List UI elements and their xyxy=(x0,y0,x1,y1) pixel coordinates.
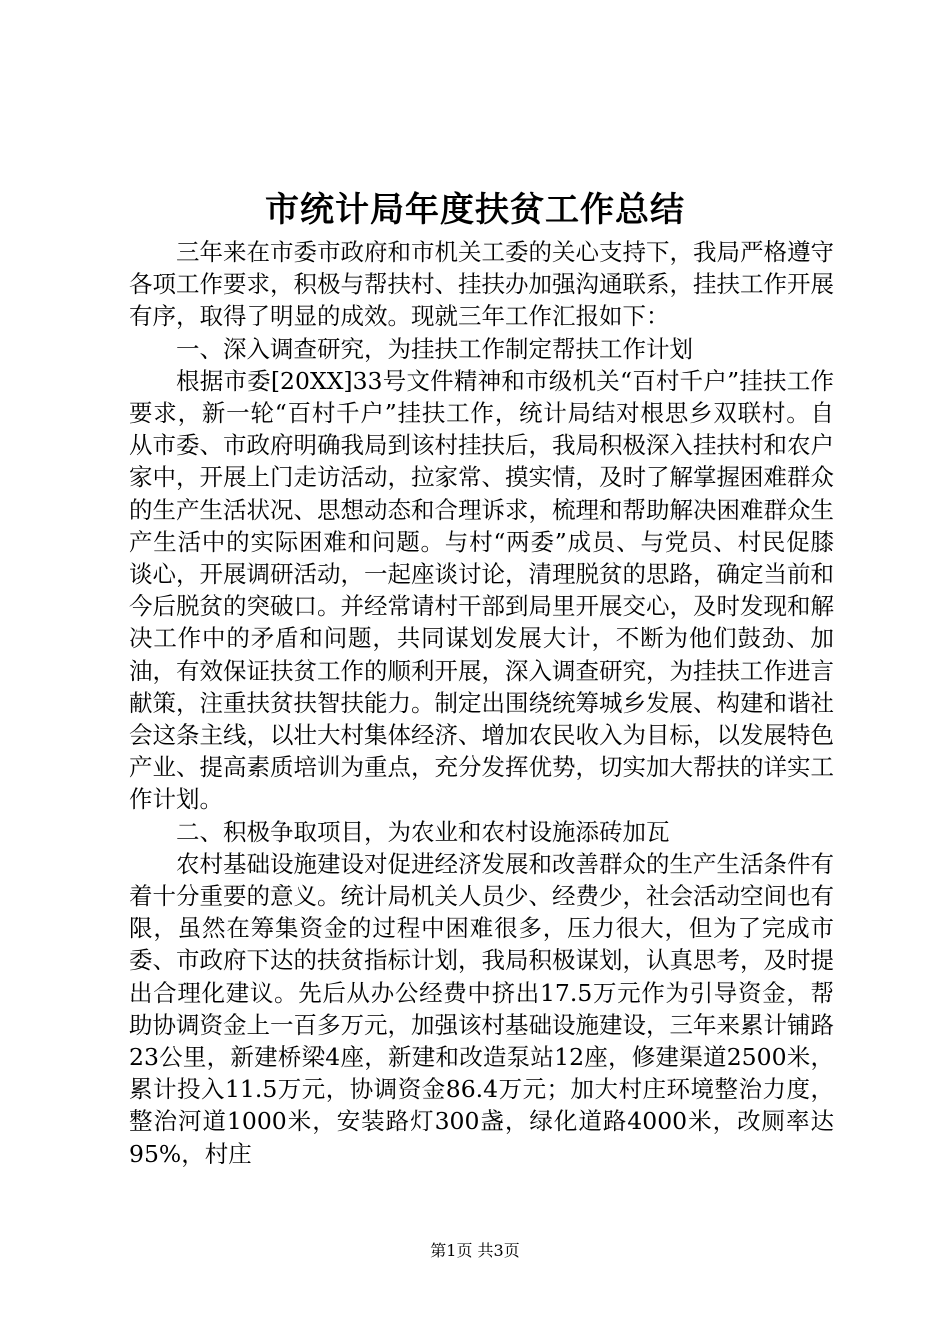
document-title: 市统计局年度扶贫工作总结 xyxy=(265,190,685,230)
intro-paragraph: 三年来在市委市政府和市机关工委的关心支持下，我局严格遵守各项工作要求，积极与帮扶村、挂扶办加强沟通联系，挂扶工作开展有序，取得了明显的成效。现就三年工作汇报如下： xyxy=(129,238,834,331)
section-heading-1: 一、深入调查研究，为挂扶工作制定帮扶工作计划 xyxy=(176,334,693,363)
section-2-paragraph: 农村基础设施建设对促进经济发展和改善群众的生产生活条件有着十分重要的意义。统计局机关人员少、经费少，社会活动空间也有限，虽然在筹集资金的过程中困难很多，压力很大，但为了完成市委、市政府下达的扶贫指标计划，我局积极谋划，认真思考，及时提出合理化建议。先后从办公经费中挤出17.5万元作为引导资金，帮助协调资金上一百多万元，加强该村基础设施建设，三年来累计铺路23公里，新建桥梁4座，新建和改造泵站12座，修建渠道2500米，累计投入11.5万元，协调资金86.4万元；加大村庄环境整治力度，整治河道1000米，安装路灯300盏，绿化道路4000米，改厕率达95%，村庄 xyxy=(129,849,834,1168)
section-heading-2: 二、积极争取项目，为农业和农村设施添砖加瓦 xyxy=(176,817,670,846)
document-body xyxy=(129,236,834,1170)
section-1-paragraph: 根据市委[20XX]33号文件精神和市级机关“百村千户”挂扶工作要求，新一轮“百村千户”挂扶工作，统计局结对根思乡双联村。自从市委、市政府明确我局到该村挂扶后，我局积极深入挂扶村和农户家中，开展上门走访活动，拉家常、摸实情，及时了解掌握困难群众的生产生活状况、思想动态和合理诉求，梳理和帮助解决困难群众生产生活中的实际困难和问题。与村“两委”成员、与党员、村民促膝谈心，开展调研活动，一起座谈讨论，清理脱贫的思路，确定当前和今后脱贫的突破口。并经常请村干部到局里开展交心，及时发现和解决工作中的矛盾和问题，共同谋划发展大计，不断为他们鼓劲、加油，有效保证扶贫工作的顺利开展，深入调查研究，为挂扶工作进言献策，注重扶贫扶智扶能力。制定出围绕统筹城乡发展、构建和谐社会这条主线，以壮大村集体经济、增加农民收入为目标，以发展特色产业、提高素质培训为重点，充分发挥优势，切实加大帮扶的详实工作计划。 xyxy=(129,366,834,814)
page-footer: 第1页 共3页 xyxy=(430,1241,520,1260)
